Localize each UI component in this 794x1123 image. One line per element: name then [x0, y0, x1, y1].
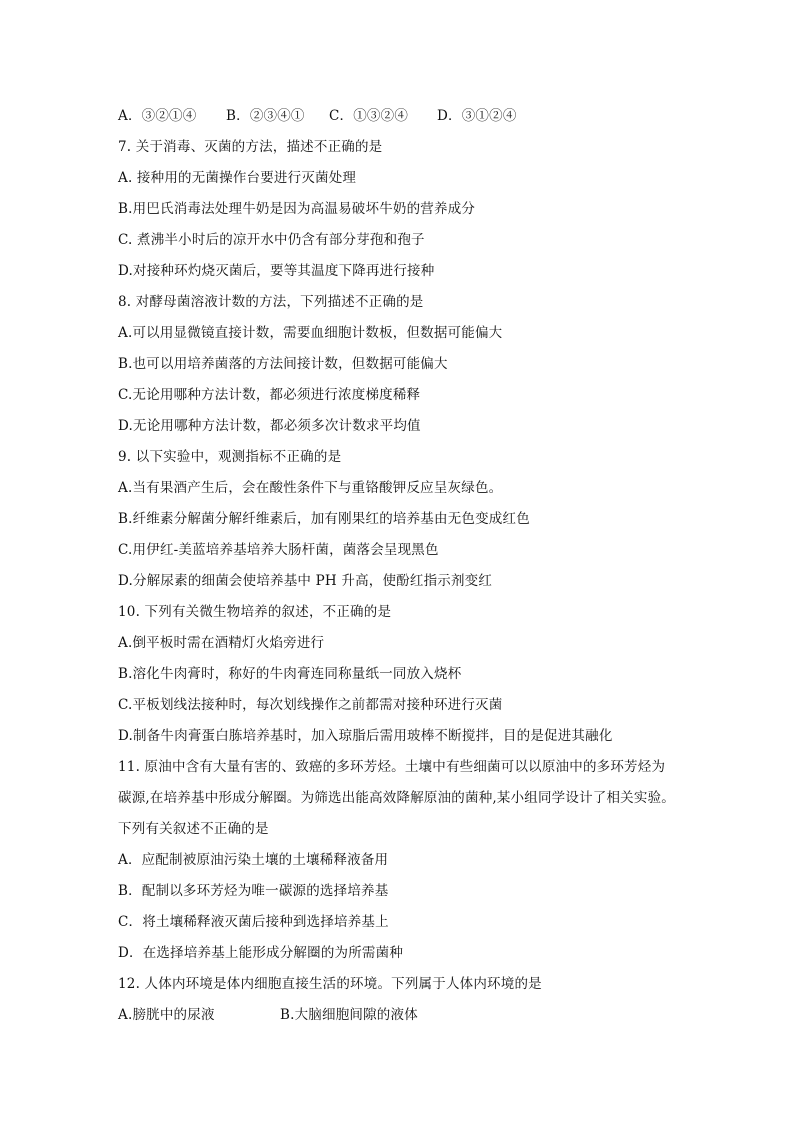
q11-option-b: B．配制以多环芳烃为唯一碳源的选择培养基 — [118, 883, 389, 899]
q7-option-d: D.对接种环灼烧灭菌后，要等其温度下降再进行接种 — [118, 263, 435, 279]
q7-option-b: B.用巴氏消毒法处理牛奶是因为高温易破坏牛奶的营养成分 — [118, 201, 476, 217]
q12-stem: 12. 人体内环境是体内细胞直接生活的环境。下列属于人体内环境的是 — [118, 976, 542, 992]
q10-option-d: D.制备牛肉膏蛋白胨培养基时，加入琼脂后需用玻棒不断搅拌，目的是促进其融化 — [118, 728, 613, 744]
q9-option-c: C.用伊红-美蓝培养基培养大肠杆菌，菌落会呈现黑色 — [118, 542, 439, 558]
q11-option-c: C．将土壤稀释液灭菌后接种到选择培养基上 — [118, 914, 389, 930]
q7-stem: 7. 关于消毒、灭菌的方法，描述不正确的是 — [118, 139, 383, 155]
q8-option-c: C.无论用哪种方法计数，都必须进行浓度梯度稀释 — [118, 387, 421, 403]
q8-stem: 8. 对酵母菌溶液计数的方法，下列描述不正确的是 — [118, 294, 424, 310]
q6-option-c: C．①③②④ — [329, 108, 409, 124]
q12-options — [118, 1000, 718, 1031]
q12-option-b: B.大脑细胞间隙的液体 — [280, 1007, 418, 1023]
q11-option-a: A．应配制被原油污染土壤的土壤稀释液备用 — [118, 852, 389, 868]
q9-option-a: A.当有果酒产生后，会在酸性条件下与重铬酸钾反应呈灰绿色。 — [118, 480, 503, 496]
q11-stem-line-3: 下列有关叙述不正确的是 — [118, 821, 269, 837]
q8-option-d: D.无论用哪种方法计数，都必须多次计数求平均值 — [118, 418, 421, 434]
q7-option-a: A. 接种用的无菌操作台要进行灭菌处理 — [118, 170, 357, 186]
q8-option-b: B.也可以用培养菌落的方法间接计数，但数据可能偏大 — [118, 356, 448, 372]
question-content — [118, 101, 718, 1031]
q6-option-b: B．②③④① — [226, 108, 305, 124]
q6-option-a: A．③②①④ — [118, 108, 197, 124]
q10-stem: 10. 下列有关微生物培养的叙述，不正确的是 — [118, 604, 392, 620]
q6-option-d: D．③①②④ — [437, 108, 517, 124]
q9-option-b: B.纤维素分解菌分解纤维素后，加有刚果红的培养基由无色变成红色 — [118, 511, 530, 527]
q11-stem-line-1: 11. 原油中含有大量有害的、致癌的多环芳烃。土壤中有些细菌可以以原油中的多环芳烃为 — [118, 759, 666, 775]
q7-option-c: C. 煮沸半小时后的凉开水中仍含有部分芽孢和孢子 — [118, 232, 425, 248]
q9-option-d: D.分解尿素的细菌会使培养基中 PH 升高，使酚红指示剂变红 — [118, 573, 493, 589]
q12-option-a: A.膀胱中的尿液 — [118, 1007, 215, 1023]
q8-option-a: A.可以用显微镜直接计数，需要血细胞计数板，但数据可能偏大 — [118, 325, 503, 341]
q11-option-d: D．在选择培养基上能形成分解圈的为所需菌种 — [118, 945, 404, 961]
q10-option-c: C.平板划线法接种时，每次划线操作之前都需对接种环进行灭菌 — [118, 697, 503, 713]
q9-stem: 9. 以下实验中，观测指标不正确的是 — [118, 449, 342, 465]
q10-option-b: B.溶化牛肉膏时，称好的牛肉膏连同称量纸一同放入烧杯 — [118, 666, 462, 682]
q6-options — [118, 101, 718, 132]
q10-option-a: A.倒平板时需在酒精灯火焰旁进行 — [118, 635, 325, 651]
q11-stem-line-2: 碳源,在培养基中形成分解圈。为筛选出能高效降解原油的菌种,某小组同学设计了相关实验。 — [118, 790, 675, 806]
